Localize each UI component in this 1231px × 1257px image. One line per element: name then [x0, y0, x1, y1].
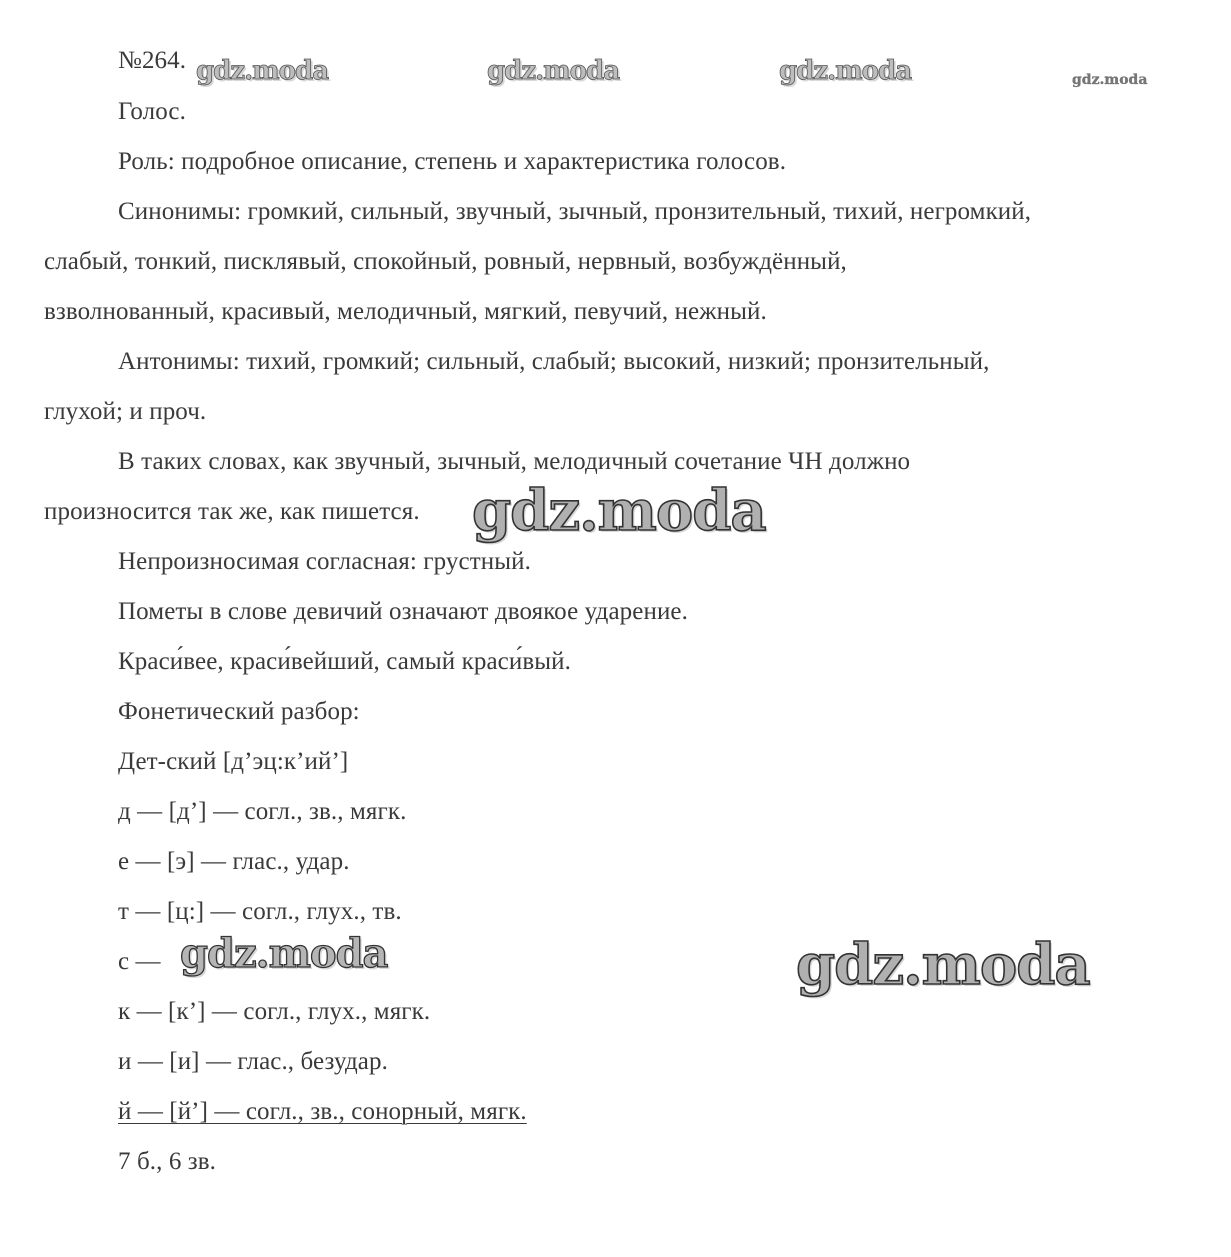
phonetic-summary: 7 б., 6 зв.: [118, 1148, 216, 1175]
watermark-top-3: gdz.moda: [779, 56, 912, 86]
text-line-role: Роль: подробное описание, степень и характеристика голосов.: [118, 148, 787, 175]
text-line-phonetic-heading: Фонетический разбор:: [118, 698, 360, 725]
text-line-synonyms-cont-1: слабый, тонкий, писклявый, спокойный, ровный, нервный, возбуждённый,: [44, 248, 847, 275]
phonetic-row-s: с —: [118, 948, 161, 975]
text-line-transcription: Дет-ский [д’эц:к’ий’]: [118, 748, 349, 775]
watermark-left: gdz.moda: [180, 930, 388, 977]
task-number: №264.: [118, 47, 187, 74]
text-line-silent-consonant: Непроизносимая согласная: грустный.: [118, 548, 531, 575]
watermark-top-2: gdz.moda: [487, 56, 620, 86]
watermark-top-4: gdz.moda: [1072, 72, 1148, 88]
watermark-center: gdz.moda: [472, 478, 766, 544]
text-line-stress-marks: Пометы в слове девичий означают двоякое ударение.: [118, 598, 688, 625]
watermark-right: gdz.moda: [796, 932, 1090, 998]
text-line-topic: Голос.: [118, 98, 186, 125]
text-line-synonyms-cont-2: взволнованный, красивый, мелодичный, мягкий, певучий, нежный.: [44, 298, 767, 325]
watermark-top-1: gdz.moda: [196, 56, 329, 86]
phonetic-row-i: и — [и] — глас., безудар.: [118, 1048, 388, 1075]
text-line-chn-cont: произносится так же, как пишется.: [44, 498, 420, 525]
phonetic-row-t: т — [ц:] — согл., глух., тв.: [118, 898, 402, 925]
phonetic-row-e: е — [э] — глас., удар.: [118, 848, 350, 875]
phonetic-row-d: д — [д’] — согл., зв., мягк.: [118, 798, 407, 825]
text-line-chn: В таких словах, как звучный, зычный, мелодичный сочетание ЧН должно: [118, 448, 911, 475]
text-line-antonyms-cont: глухой; и проч.: [44, 398, 207, 425]
text-line-synonyms: Синонимы: громкий, сильный, звучный, зычный, пронзительный, тихий, негромкий,: [118, 198, 1032, 225]
phonetic-row-j: й — [й’] — согл., зв., сонорный, мягк.: [118, 1098, 527, 1125]
phonetic-row-k: к — [к’] — согл., глух., мягк.: [118, 998, 431, 1025]
text-line-antonyms: Антонимы: тихий, громкий; сильный, слабый; высокий, низкий; пронзительный,: [118, 348, 990, 375]
text-line-comparatives: Краси́вее, краси́вейший, самый краси́вый.: [118, 648, 571, 675]
